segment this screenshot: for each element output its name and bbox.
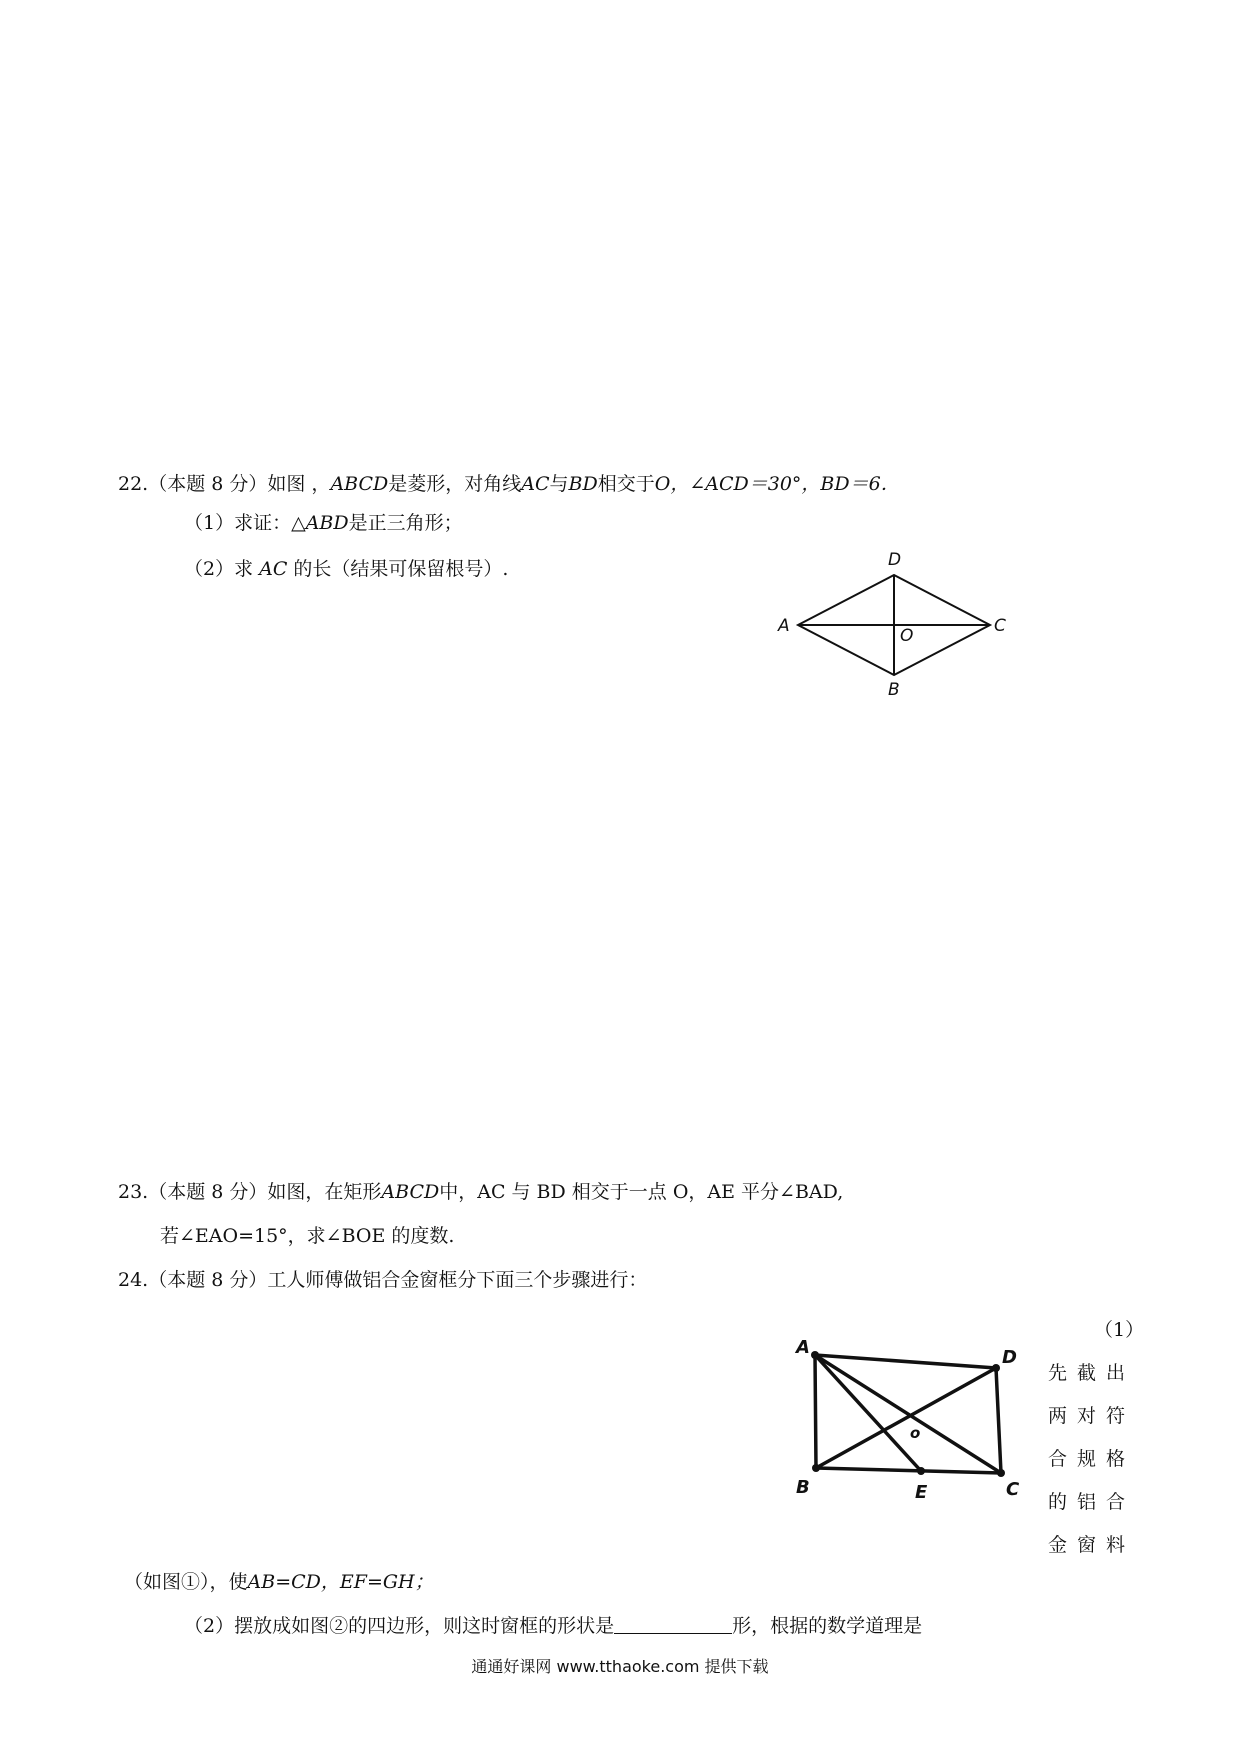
side-line: 先截出 [1048,1362,1136,1384]
q22-part2 [184,557,508,581]
footer-credit: 通通好课网 www.tthaoke.com 提供下载 [471,1657,769,1676]
q23-var-abcd: ABCD [381,1181,440,1203]
q24-step1-num-text: （1） [1094,1319,1145,1341]
label-o: o [910,1424,921,1442]
label-e: E [915,1482,928,1503]
label-a: A [778,616,790,636]
q24-points: （本题 8 分） [148,1269,268,1291]
q23-text: 如图，在矩形 [267,1181,382,1203]
q22-part1-var: ABD [305,512,349,534]
side-line: 金窗料 [1048,1534,1136,1556]
label-c: C [994,616,1006,636]
q22-stem [118,472,900,496]
q24-step2-text: （2）摆放成如图②的四边形，则这时窗框的形状是 [184,1615,615,1637]
q24-step2 [184,1614,922,1638]
q22-angle-condition: ∠ACD＝30°，BD＝6． [689,473,900,495]
q24-step1-cont-text: （如图①），使 [124,1571,248,1593]
q22-text: 如图 ， [267,473,331,495]
q23-line2 [160,1224,454,1248]
label-d: D [888,550,902,570]
q24-step1-side-text [1048,1361,1135,1576]
q22-text: 与 [549,473,569,495]
q24-step1-continued [124,1570,434,1594]
q23-points: （本题 8 分） [148,1181,268,1203]
q22-var-abcd: ABCD [330,473,389,495]
q23-number: 23. [118,1181,149,1203]
q22-part1 [184,511,463,535]
side-line: 两对符 [1048,1405,1136,1427]
q24-step1-number [1094,1318,1144,1342]
q22-part2-var: AC [259,558,288,580]
q23-line2-text: 若∠EAO=15°，求∠BOE 的度数. [160,1225,455,1247]
q24-step2-text: 形，根据的数学道理是 [732,1615,923,1637]
q22-part2-text: 的长（结果可保留根号）. [293,558,509,580]
side-ba [815,1355,816,1468]
q22-part2-text: （2）求 [184,558,254,580]
label-o: O [900,626,914,646]
q22-points: （本题 8 分） [148,473,268,495]
answer-blank[interactable] [614,1615,732,1634]
label-b: B [888,680,900,697]
label-c: C [1006,1479,1020,1500]
q22-part1-text: 是正三角形； [348,512,463,534]
side-line: 合规格 [1048,1448,1136,1470]
side-cb [816,1468,1001,1473]
q22-var-o: O， [654,473,690,495]
q23-rectangle-figure [790,1333,1030,1522]
q22-text: 是菱形，对角线 [388,473,522,495]
side-ad [815,1355,996,1368]
q22-rhombus-figure [770,547,1010,701]
q22-var-bd: BD [568,473,598,495]
q24-number: 24. [118,1269,149,1291]
q24-stem [118,1268,647,1292]
q23-text: 中，AC 与 BD 相交于一点 O，AE 平分∠BAD, [439,1181,844,1203]
q22-text: 相交于 [597,473,655,495]
side-dc [996,1368,1001,1473]
q23-stem [118,1180,843,1204]
label-a: A [796,1337,810,1358]
q22-part1-text: （1）求证：△ [184,512,306,534]
side-line: 的铝合 [1048,1491,1136,1513]
label-d: D [1002,1347,1017,1368]
label-b: B [796,1477,810,1498]
q22-number: 22. [118,473,149,495]
q24-step1-vars: AB=CD，EF=GH； [247,1571,434,1593]
q24-text: 工人师傅做铝合金窗框分下面三个步骤进行： [267,1269,648,1291]
q22-var-ac: AC [521,473,550,495]
